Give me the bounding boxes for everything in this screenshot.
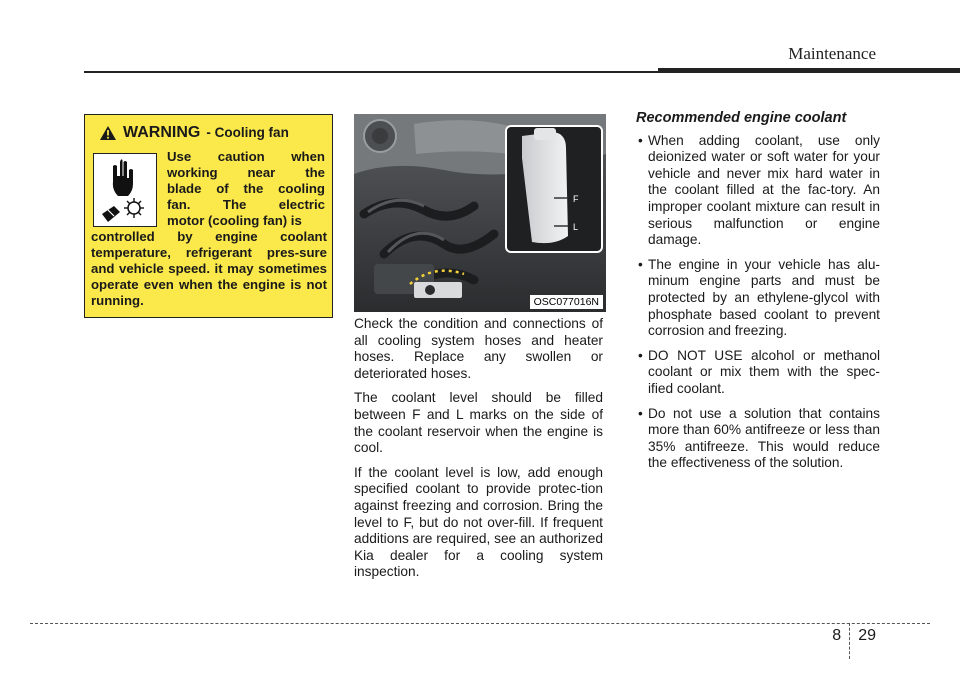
coolant-section — [636, 110, 880, 480]
list-item: • Do not use a solution that contains more than 60% antifreeze or less than 35% antifreeze. This would reduce the effectiveness of the solution. — [636, 406, 880, 472]
mark-f-label: F — [573, 194, 579, 204]
header-rule-thick — [658, 68, 960, 73]
warning-heading — [99, 125, 289, 141]
warning-triangle-icon — [99, 125, 117, 141]
paragraph: Check the condition and connections of all cooling system hoses and heater hoses. Replace any swollen or deteriorated hoses. — [354, 316, 603, 381]
page-number — [832, 627, 876, 659]
warning-line: Use caution when — [167, 149, 325, 164]
warning-subject: - Cooling fan — [206, 125, 289, 140]
coolant-bullet-list — [636, 133, 880, 472]
page-number-value: 29 — [858, 627, 876, 644]
engine-coolant-reservoir-figure — [354, 114, 606, 312]
warning-line: fan. The electric — [167, 197, 325, 212]
list-item: • When adding coolant, use only deionized water or soft water for your vehicle and never mix hard water in the coolant filled at the fac-tory. An improper coolant mixture can result in serious malfunction or engine damage. — [636, 133, 880, 249]
figure-caption: OSC077016N — [530, 295, 603, 309]
paragraph: The coolant level should be filled between F and L marks on the side of the coolant reservoir when the engine is cool. — [354, 390, 603, 456]
warning-box — [84, 114, 333, 318]
chapter-number: 8 — [832, 627, 842, 644]
warning-label: WARNING — [123, 124, 201, 141]
mark-l-label: L — [573, 222, 579, 232]
list-item: • The engine in your vehicle has alu-minum engine parts and must be protected by an ethylene-glycol with phosphate based coolant to prevent corrosion and freezing. — [636, 257, 880, 340]
warning-line: working near the — [167, 165, 325, 180]
list-item: • DO NOT USE alcohol or methanol coolant or mix them with the spec-ified coolant. — [636, 348, 880, 398]
paragraph: If the coolant level is low, add enough specified coolant to provide protec-tion against freezing and corrosion. Bring the level to F, but do not over-fill. If frequent additions are required, see an authorized Kia dealer for a cooling system inspection. — [354, 464, 603, 580]
hand-fan-caution-icon — [93, 153, 157, 227]
footer-rule — [30, 623, 930, 624]
coolant-heading: Recommended engine coolant — [636, 110, 847, 126]
warning-text-top — [167, 149, 325, 229]
warning-text-bottom: controlled by engine coolant temperature, refrigerant pres-sure and vehicle speed. it may sometimes operate even when the engine is not running. — [91, 229, 327, 308]
main-text — [354, 316, 603, 589]
section-title: Maintenance — [788, 44, 876, 63]
warning-line: motor (cooling fan) is — [167, 213, 302, 228]
warning-line: blade of the cooling — [167, 181, 325, 196]
